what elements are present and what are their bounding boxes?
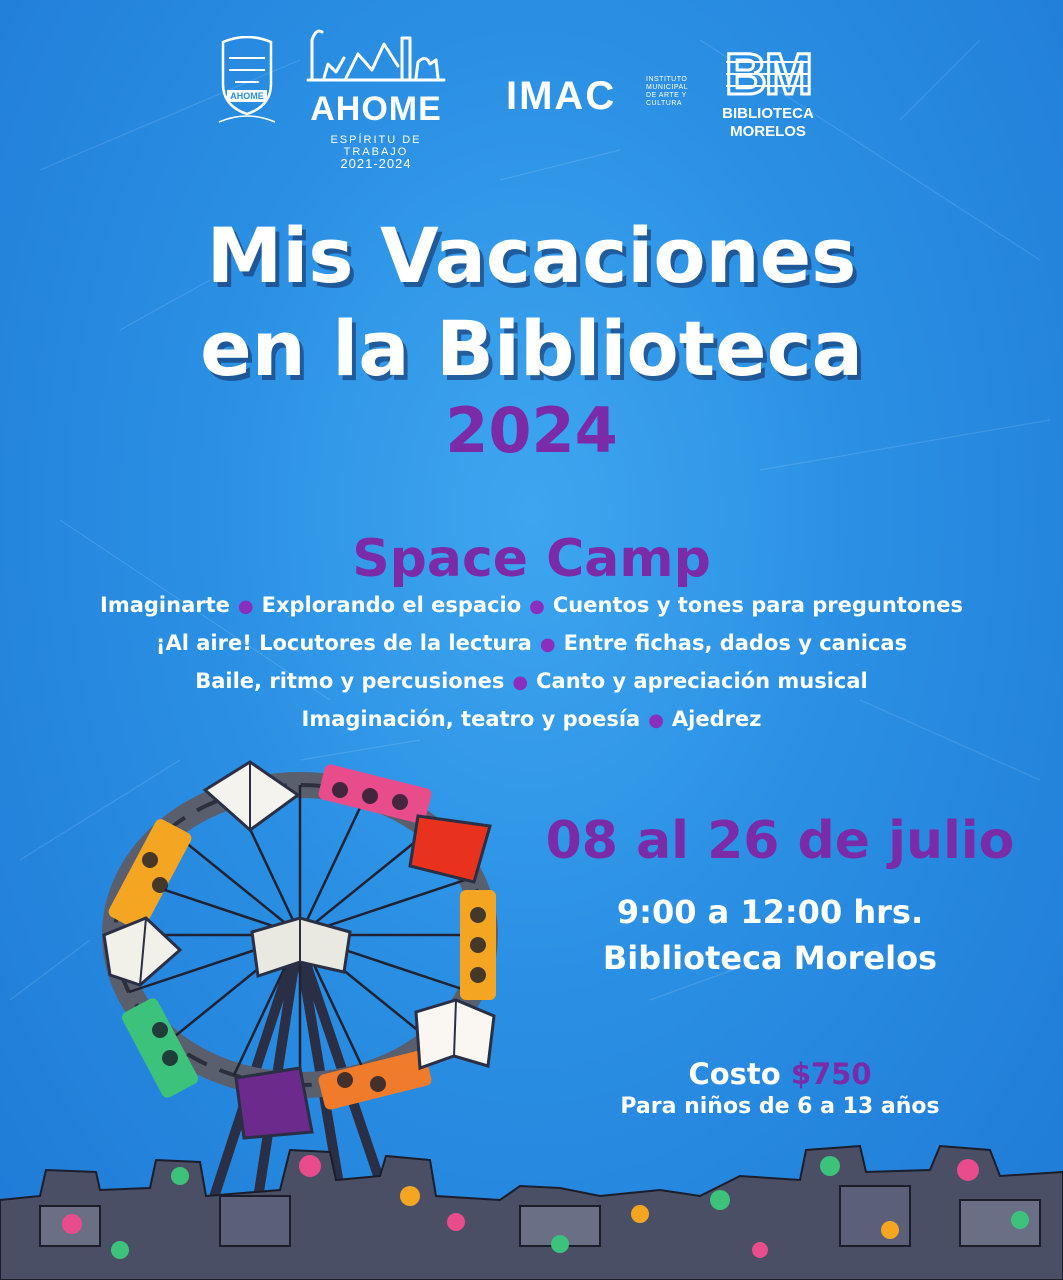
ahome-shield-logo [215,36,279,130]
bullet-dot-icon: ● [648,710,664,731]
event-cost [600,1056,960,1092]
activity-item: Imaginación, teatro y poesía [301,707,641,731]
biblioteca-morelos-logo [716,44,820,144]
activity-item: Entre fichas, dados y canicas [563,631,908,655]
event-hours: 9:00 a 12:00 hrs. [616,893,924,931]
bm-mark-icon [720,44,816,100]
headline-line1: Mis Vacaciones [206,211,857,300]
activity-item: Explorando el espacio [261,593,522,617]
cost-label: Costo [688,1057,781,1091]
bullet-dot-icon: ● [512,672,529,693]
ahome-name: AHOME [310,90,442,128]
imac-logo [506,74,706,124]
activities-row [0,664,1063,702]
program-title: Space Camp [352,529,711,589]
imac-sub-line: DE ARTE Y [646,92,687,99]
ahome-skyline-icon [306,14,446,86]
imac-mark: IMAC [506,74,617,118]
ahome-shield-text: AHOME [230,91,264,101]
bm-line1: BIBLIOTECA [722,105,814,122]
activities-list [0,588,1063,740]
bullet-dot-icon: ● [237,596,254,617]
imac-sub-line: INSTITUTO [646,76,688,83]
bullet-dot-icon: ● [529,596,545,617]
activity-item: Canto y apreciación musical [536,669,868,693]
headline-line2: en la Biblioteca [200,304,863,393]
imac-subtitle [646,76,706,108]
bm-mark-text: BM [724,44,812,100]
event-place: Biblioteca Morelos [602,939,938,977]
activity-item: Baile, ritmo y percusiones [195,669,505,693]
headline-year: 2024 [445,394,618,467]
ahome-tagline: ESPÍRITU DE TRABAJO [330,134,422,158]
imac-sub-line: MUNICIPAL [646,84,689,91]
activities-row [0,702,1063,740]
cost-price: $750 [790,1057,872,1091]
event-dates: 08 al 26 de julio [545,811,1015,871]
activities-row [0,588,1063,626]
activities-row [0,626,1063,664]
activity-item: Imaginarte [100,593,230,617]
imac-sub-line: CULTURA [646,100,683,107]
bullet-dot-icon: ● [539,634,556,655]
activity-item: ¡Al aire! Locutores de la lectura [155,631,532,655]
activity-item: Cuentos y tones para preguntones [552,593,963,617]
bm-line2: MORELOS [730,123,806,140]
ahome-logo [296,14,456,171]
ahome-years: 2021-2024 [340,156,412,171]
activity-item: Ajedrez [671,707,762,731]
event-ages: Para niños de 6 a 13 años [620,1094,940,1119]
